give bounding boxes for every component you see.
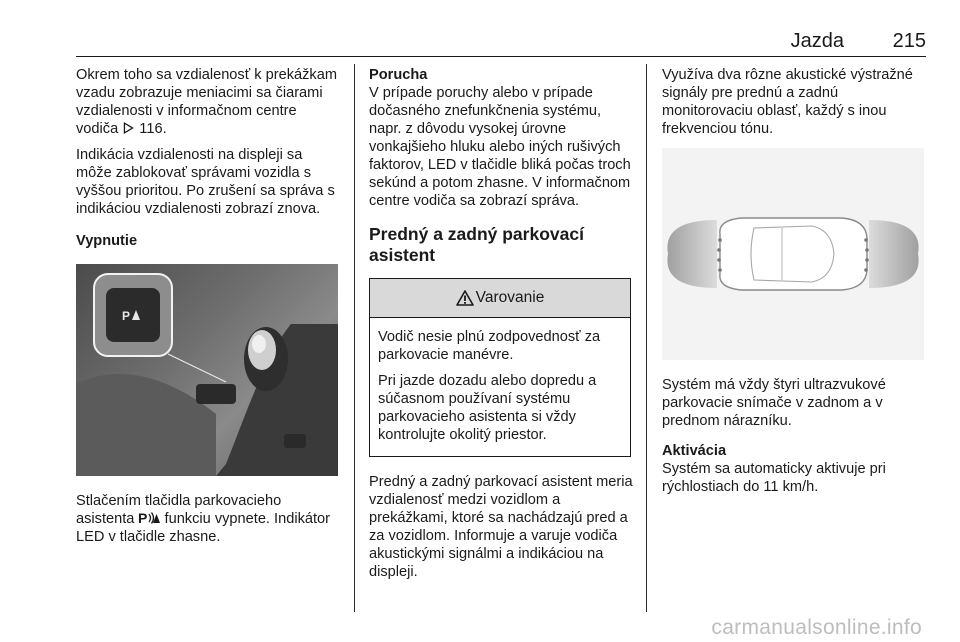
paragraph-acoustic-signals: Využíva dva rôzne akustické výstražné signály pre prednú a zadnú monitorovaciu oblasť, každý s inou frekvenciou tónu. (662, 67, 913, 137)
warning-title: Varovanie (475, 289, 545, 306)
paragraph-deactivate-button: Stlačením tlačidla parkovacieho asistenta P funkciu vypnete. Indikátor LED v tlačidle zhasne. (76, 493, 331, 545)
warning-triangle-icon (456, 290, 474, 306)
svg-text:P: P (122, 309, 131, 323)
heading-activation: Aktivácia (662, 443, 727, 459)
page-header (76, 30, 926, 57)
paragraph-fault: V prípade poruchy alebo v prípade dočasného znefunkčnenia systému, napr. z dôvodu vysokej úrovne vonkajšieho hluku alebo iných rušivých faktorov, LED v tlačidle bliká počas troch sekúnd a potom zhasne. V informačnom centre vodiča sa zobrazí správa. (369, 85, 631, 209)
paragraph-distance-lines: Okrem toho sa vzdialenosť k prekážkam vzadu zobrazuje meniacimi sa čiarami vzdialenosti v informačnom centre vodiča 116. (76, 67, 337, 137)
column-1 (76, 66, 340, 554)
svg-text:P: P (138, 510, 148, 525)
column-3 (662, 66, 928, 504)
paragraph-assist-description: Predný a zadný parkovací asistent meria vzdialenosť medzi vozidlom a prekážkami, ktoré sa nachádzajú pred a za vozidlom. Informuje a varuje vodiča akustickými signálmi a indikáciou na displeji. (369, 474, 633, 580)
column-divider-2 (646, 64, 647, 612)
console-button-photo (76, 264, 338, 476)
warning-text-2: Pri jazde dozadu alebo dopredu a súčasnom používaní systému parkovacieho asistenta si vždy kontrolujte okolitý priestor. (378, 373, 597, 443)
warning-text-1: Vodič nesie plnú zodpovednosť za parkovacie manévre. (378, 329, 601, 363)
warning-box (369, 278, 631, 457)
heading-front-rear-assist: Predný a zadný parkovací asistent (369, 224, 584, 265)
paragraph-display-priority: Indikácia vzdialenosti na displeji sa môže zablokovať správami vozidla s vyššou prioritou. Po zrušení sa správa s indikáciou vzdialenosti zobrazí znova. (76, 147, 335, 217)
page-reference-arrow-icon (122, 122, 135, 134)
watermark-text: carmanualsonline.info (711, 616, 922, 639)
heading-deactivation: Vypnutie (76, 233, 138, 249)
heading-fault: Porucha (369, 67, 428, 83)
sensor-coverage-diagram (662, 148, 924, 360)
section-title: Jazda (790, 30, 844, 52)
warning-header (370, 279, 630, 318)
column-divider-1 (354, 64, 355, 612)
paragraph-sensors: Systém má vždy štyri ultrazvukové parkovacie snímače v zadnom a v prednom nárazníku. (662, 377, 886, 429)
paragraph-activation: Systém sa automaticky aktivuje pri rýchlostiach do 11 km/h. (662, 461, 886, 495)
park-assist-icon (138, 510, 160, 525)
page-number: 215 (892, 30, 926, 52)
column-2 (369, 66, 637, 589)
